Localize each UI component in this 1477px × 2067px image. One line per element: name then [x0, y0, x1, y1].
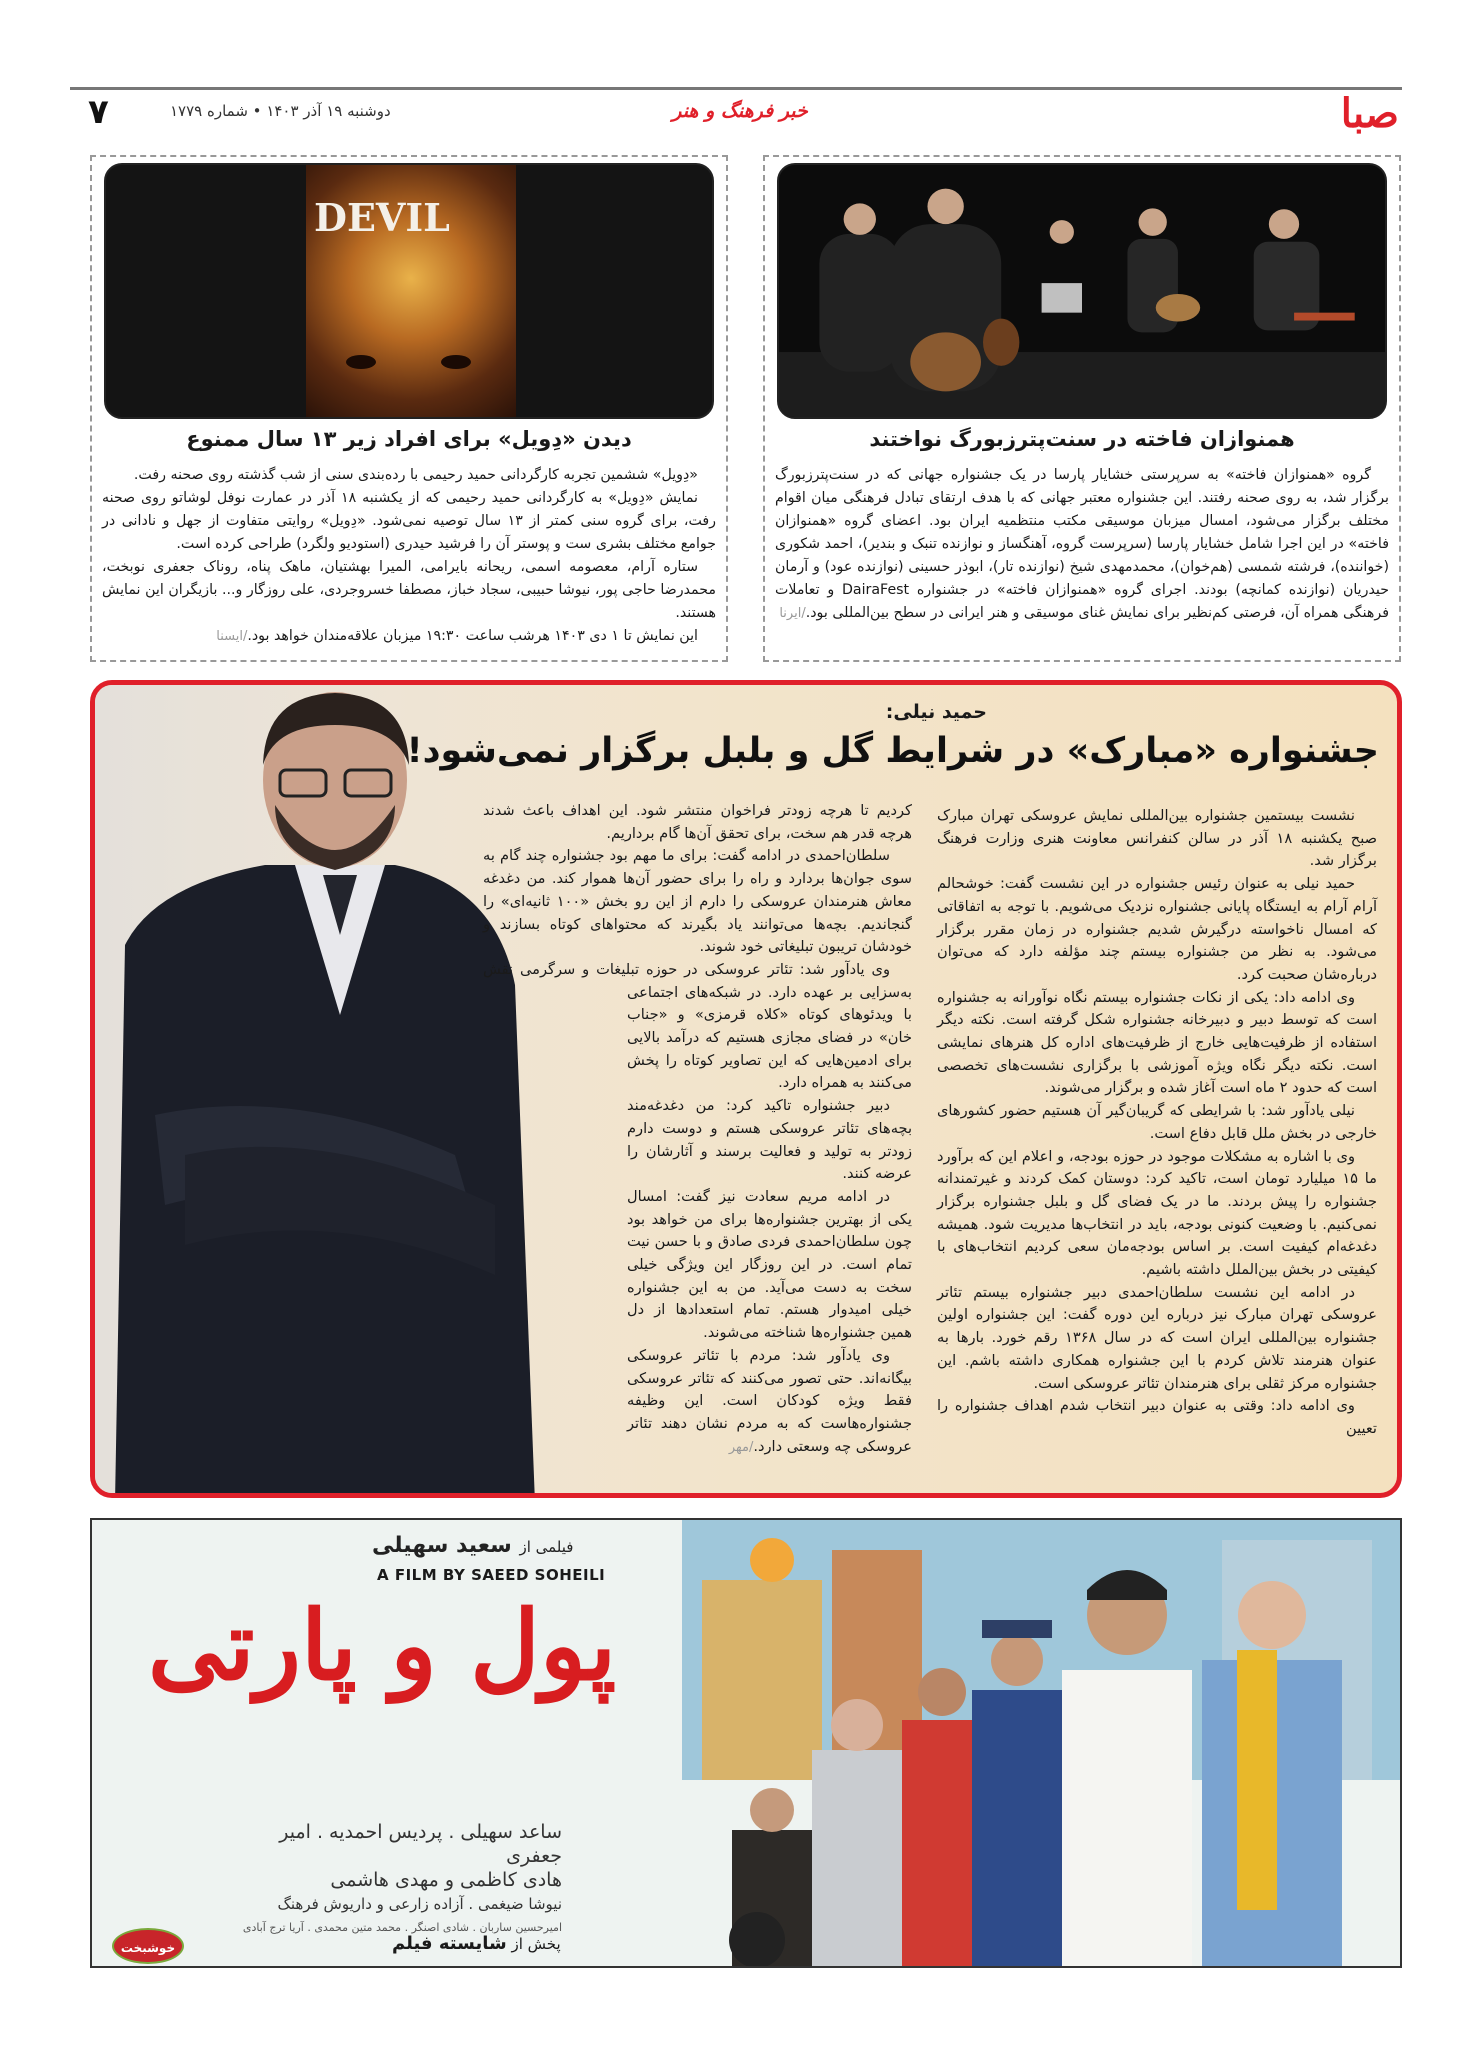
director-prefix: فیلمی از	[519, 1538, 574, 1556]
source-credit: /ایرنا	[779, 606, 806, 621]
top-rule	[70, 87, 1402, 90]
paragraph-text: گروه «همنوازان فاخته» به سرپرستی خشایار پارسا در یک جشنواره جهانی که در سنت‌پترزبورگ برگزار شد، به روی صحنه رفتند. این جشنواره معتبر جهانی که با هدف ارتقای تبادل فرهنگی میان اقوام مختلف برگزار می‌شود، امسال میزبان موسیقی مکتب منتظمیه ایران بود. اعضای گروه «همنوازان فاخته» در این اجرا شامل خشایار پارسا (سرپرست گروه، آهنگساز و نوازنده تنبک و بندیر)، احمد شکوری (خواننده)، فرشته شمسی (هم‌خوان)، محمدمهدی شیخ (نوازنده تار)، ابوذر حسینی (نوازنده عود) و آرمان حیدریان (نوازنده کمانچه) بودند. اجرای گروه «همنوازان فاخته» در جشنواره DairaFest و تعاملات فرهنگی همراه آن، فرصتی کم‌نظیر برای نمایش غنای موسیقی و هنر ایرانی در سطح بین‌المللی بود.	[775, 467, 1389, 621]
director-name: سعید سهیلی	[372, 1533, 512, 1558]
paragraph: نشست بیستمین جشنواره بین‌المللی نمایش عروسکی تهران مبارک صبح یکشنبه ۱۸ آذر در سالن کنفرانس معاونت هنری وزارت فرهنگ برگزار شد.	[937, 807, 1377, 870]
source-credit: /مهر	[728, 1439, 754, 1455]
distributor-prefix: پخش از	[511, 1935, 561, 1953]
paragraph	[775, 464, 1389, 625]
paragraph-text: وی یادآور شد: مردم با تئاتر عروسکی بیگانه‌اند. حتی تصور می‌کنند که تئاتر عروسکی فقط ویژه کودکان است. این وظیفه جشنواره‌هاست که به مردم نشان دهند تئاتر عروسکی چه وسعتی دارد.	[627, 1346, 912, 1455]
section-title: خبر فرهنگ و هنر	[672, 100, 808, 122]
paragraph: دبیر جشنواره تاکید کرد: من دغدغه‌مند بچه‌های تئاتر عروسکی هستم و دوست دارم زودتر به تولید و فعالیت برسند و آثارشان را عرضه کنند.	[627, 1097, 912, 1183]
director-credit-en: A FILM BY SAEED SOHEILI	[377, 1566, 606, 1584]
article-body	[102, 464, 716, 648]
cast-line: ساعد سهیلی . پردیس احمدیه . امیر جعفری	[279, 1821, 562, 1867]
newspaper-logo: صبا	[1340, 90, 1399, 137]
film-title: پول و پارتی	[147, 1589, 617, 1702]
paragraph: نمایش «دِویل» به کارگردانی حمید رحیمی که از یکشنبه ۱۸ آذر در عمارت نوفل لوشاتو روی صحنه رفت، برای گروه سنی کمتر از ۱۳ سال توصیه نمی‌شود. «دِویل» روایتی متفاوت از جهل و نادانی در جوامع مختلف بشری ست و پوستر آن را فرشید حیدری (استودیو ولگرد) طراحی کرده است.	[102, 490, 717, 552]
paragraph-text: این نمایش تا ۱ دی ۱۴۰۳ هرشب ساعت ۱۹:۳۰ میزبان علاقه‌مندان خواهد بود.	[247, 628, 698, 644]
paragraph: در ادامه مریم سعادت نیز گفت: امسال یکی از بهترین جشنواره‌ها برای من خواهد بود چون سلطان‌احمدی فردی صادق و با حسن نیت تمام است. در این روزگار این ویژگی خیلی سخت به دست می‌آید. من به این جشنواره خیلی امیدوار هستم. تمام استعدادها از دل همین جشنواره‌ها شناخته می‌شوند.	[627, 1187, 912, 1342]
paragraph: حمید نیلی به عنوان رئیس جشنواره در این نشست گفت: خوشحالم آرام آرام به ایستگاه پایانی جشنواره نزدیک می‌شویم. با توجه به اتفاقاتی که امسال ناخواسته درگیرش شدیم جشنواره در زمان مقرر برگزار می‌شود. به نظر من جشنواره بیستم چند مؤلفه دارد که می‌توان درباره‌شان صحبت کرد.	[937, 875, 1377, 983]
page-number: ۷	[88, 92, 109, 132]
article-title: دیدن «دِویل» برای افراد زیر ۱۳ سال ممنوع	[186, 427, 632, 451]
article-devil	[90, 155, 728, 662]
source-credit: /ایسنا	[216, 629, 248, 644]
cast-line: هادی کاظمی و مهدی هاشمی	[330, 1869, 562, 1891]
concert-photo	[777, 163, 1387, 419]
director-credit	[372, 1532, 573, 1561]
article-body	[775, 464, 1389, 625]
poster-title: DEVIL	[314, 195, 450, 240]
article-title: همنوازان فاخته در سنت‌پترزبورگ نواختند	[869, 427, 1295, 451]
main-article	[90, 680, 1402, 1498]
paragraph: وی با اشاره به مشکلات موجود در حوزه بودجه، و اعلام این که برآورد ما ۱۵ میلیارد تومان است، تاکید کرد: دوستان کمک کردند و غیرتمندانه جشنواره را پیش بردند. ما در یک فضای گل و بلبل جشنواره برگزار نمی‌کنیم. با وضعیت کنونی بودجه، باید در انتخاب‌ها مدیریت شود. همیشه دغدغه‌ام کیفیت است. بر اساس بودجه‌مان سعی کردیم انتخاب‌های با کیفیتی در بخش بین‌الملل داشته باشیم.	[937, 1147, 1378, 1279]
paragraph: نیلی یادآور شد: با شرایطی که گریبان‌گیر آن هستیم حضور کشورهای خارجی در بخش ملل قابل دفاع است.	[937, 1102, 1377, 1142]
paragraph: «دِویل» ششمین تجربه کارگردانی حمید رحیمی با رده‌بندی سنی از شب گذشته روی صحنه رفت.	[133, 467, 698, 483]
paragraph: سلطان‌احمدی در ادامه گفت: برای ما مهم بود جشنواره چند گام به سوی جوان‌ها بردارد و راه را برای حضور آن‌ها هموار کند. من دغدغه معاش هنرمندان عروسکی را دارم از این رو بخش «۱۰۰ ثانیه‌ای» را گنجاندیم. بچه‌ها می‌توانند یاد بگیرند که محتواهای کوتاه بسازند و خودشان تریبون تبلیغاتی خود شوند.	[483, 847, 912, 956]
sponsor-logo: خوشبخت	[112, 1928, 184, 1964]
paragraph: ستاره آرام، معصومه اسمی، ریحانه بایرامی، المیرا بهشتیان، ماهک پناه، روناک جعفری نوبخت، محمدرضا حاجی پور، نیوشا حبیبی، سجاد خباز، مصطفا خسروجردی، علی روزگار و... بازیگران این نمایش هستند.	[102, 559, 716, 621]
poster-art	[306, 165, 516, 417]
paragraph: وی ادامه داد: وقتی به عنوان دبیر انتخاب شدم اهداف جشنواره را تعیین	[937, 1397, 1377, 1437]
film-advertisement	[90, 1518, 1402, 1968]
paragraph: وی یادآور شد: تئاتر عروسکی در حوزه تبلیغات و سرگرمی نقش به‌سزایی بر عهده دارد. در شبکه‌های اجتماعی با ویدئوهای کوتاه «کلاه قرمزی» و «جناب خان» در فضای مجازی هستیم که درآمد بالایی برای ادمین‌هایی که این تصاویر کوتاه را پخش می‌کنند به همراه دارد.	[483, 960, 912, 1092]
article-kicker: حمید نیلی:	[885, 701, 987, 723]
article-headline: جشنواره «مبارک» در شرایط گل و بلبل برگزار نمی‌شود!	[406, 731, 1379, 771]
paragraph: وی ادامه داد: یکی از نکات جشنواره بیستم نگاه نوآورانه به جشنواره است که توسط دبیر و دبیرخانه جشنواره شکل گرفته است. نکته دیگر استفاده از ظرفیت‌هایی خارج از ظرفیت‌های اداره کل هنرهای نمایشی است. نکته دیگر نگاه ویژه آموزشی با برگزاری نشست‌های تخصصی است که حدود ۲ ماه است آغاز شده و برگزار می‌شوند.	[937, 988, 1377, 1097]
cast-line: امیرحسین ساربان . شادی اصنگر . محمد متین محمدی . آریا ترج آبادی	[242, 1921, 562, 1934]
paragraph: در ادامه این نشست سلطان‌احمدی دبیر جشنواره بیستم تئاتر عروسکی تهران مبارک نیز درباره این دوره گفت: این جشنواره اولین جشنواره بین‌المللی ایران است که در سال ۱۳۶۸ رقم خورد. بارها به عنوان هنرمند تلاش کردم با این جشنواره همکاری داشته باشم. این جشنواره مرکز ثقلی برای هنرمندان تئاتر عروسکی است.	[937, 1283, 1377, 1392]
paragraph	[102, 625, 716, 648]
article-column-right	[937, 805, 1377, 1441]
article-music	[763, 155, 1401, 662]
article-column-middle	[482, 800, 912, 1498]
cast-list	[222, 1820, 562, 1940]
film-poster-art	[662, 1520, 1402, 1968]
paragraph: کردیم تا هرچه زودتر فراخوان منتشر شود. این اهداف باعث شدند هرچه قدر هم سخت، برای تحقق آن‌ها گام برداریم.	[483, 802, 912, 842]
dateline: دوشنبه ۱۹ آذر ۱۴۰۳ • شماره ۱۷۷۹	[170, 102, 391, 120]
distributor	[392, 1932, 561, 1956]
cast-line: نیوشا ضیغمی . آزاده زارعی و داریوش فرهنگ	[277, 1895, 562, 1913]
distributor-name: شایسته فیلم	[392, 1933, 507, 1954]
play-poster	[104, 163, 714, 419]
